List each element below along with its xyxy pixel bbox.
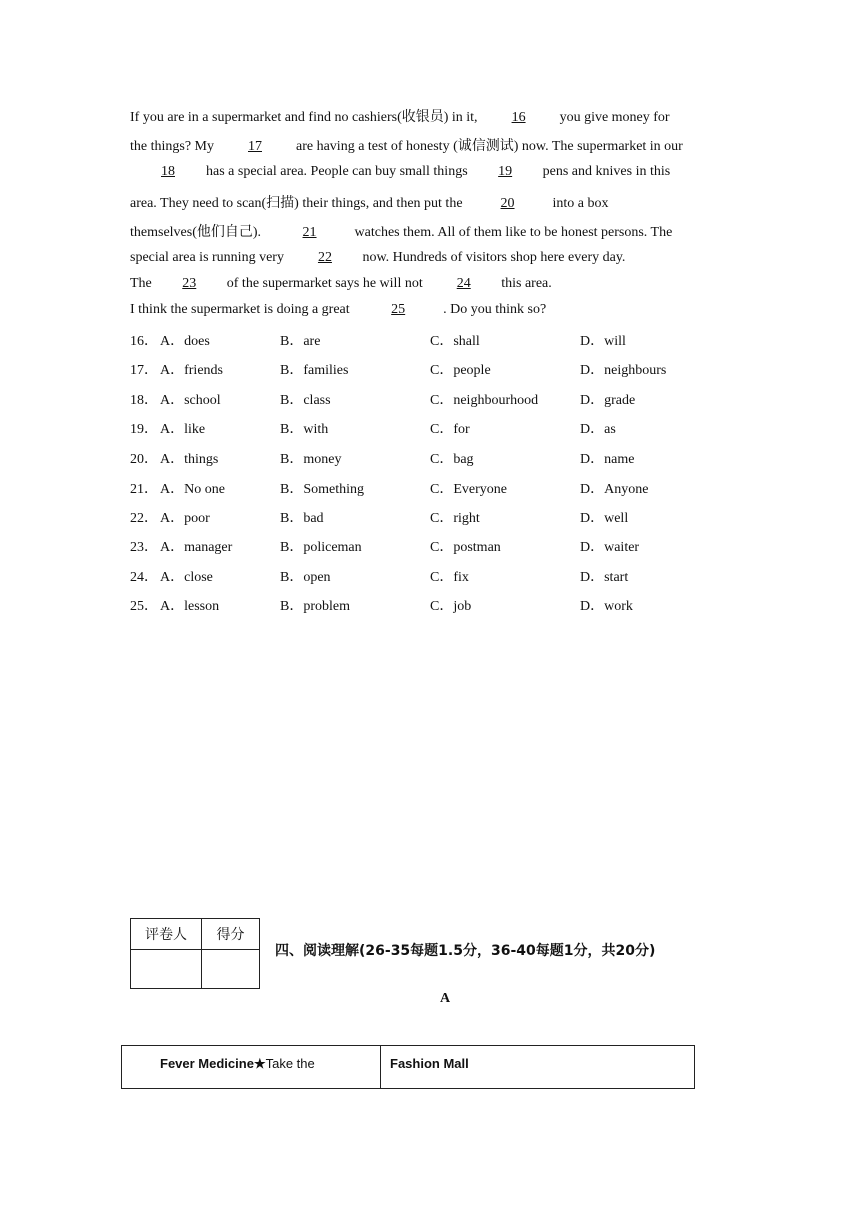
passage-text: I think the supermarket is doing a great	[130, 302, 354, 317]
grader-cell[interactable]	[131, 950, 202, 989]
cell-rest-text: Take the	[265, 1056, 315, 1071]
question-row	[130, 418, 730, 438]
blank-24: 24	[456, 276, 471, 291]
blank-16: 16	[511, 110, 526, 125]
option-c: C．neighbourhood	[430, 393, 539, 408]
passage-line-4	[130, 192, 609, 212]
option-a: A．friends	[160, 363, 223, 378]
question-row	[130, 566, 730, 586]
option-a: A．school	[160, 393, 221, 408]
passage-text: you give money for	[556, 110, 670, 125]
option-a: A．close	[160, 570, 213, 585]
blank-23: 23	[182, 276, 197, 291]
star-icon: ★	[253, 1056, 266, 1071]
option-b: B．money	[280, 452, 342, 467]
passage-text: now. Hundreds of visitors shop here every day.	[362, 250, 626, 265]
option-a: A．things	[160, 452, 219, 467]
option-b: B．are	[280, 334, 321, 349]
option-d: D．well	[580, 511, 629, 526]
table-cell-left	[122, 1046, 381, 1088]
passage-text: this area.	[501, 276, 552, 291]
option-d: D．neighbours	[580, 363, 667, 378]
cell-bold-text: Fever Medicine	[160, 1056, 254, 1071]
question-number: 22．	[130, 511, 158, 526]
option-d: D．name	[580, 452, 635, 467]
option-c: C．shall	[430, 334, 480, 349]
option-a: A．lesson	[160, 599, 220, 614]
question-number: 16．	[130, 334, 158, 349]
passage-text: If you are in a supermarket and find no cashiers(收银员) in it,	[130, 110, 482, 125]
passage-text: watches them. All of them like to be honest persons. The	[354, 225, 673, 240]
option-d: D．Anyone	[580, 482, 649, 497]
grader-score-table	[130, 918, 260, 989]
option-b: B．open	[280, 570, 331, 585]
passage-line-1	[130, 106, 670, 126]
option-c: C．people	[430, 363, 491, 378]
passage-line-8	[130, 302, 546, 318]
question-row	[130, 389, 730, 409]
option-a: A．like	[160, 422, 206, 437]
question-row	[130, 478, 730, 498]
option-b: B．families	[280, 363, 349, 378]
option-d: D．work	[580, 599, 633, 614]
passage-text: special area is running very	[130, 250, 288, 265]
option-d: D．will	[580, 334, 626, 349]
option-b: B．with	[280, 422, 329, 437]
passage-line-5	[130, 221, 672, 241]
part-label: A	[440, 991, 451, 1006]
option-c: C．bag	[430, 452, 474, 467]
question-number: 20．	[130, 452, 158, 467]
passage-text: area. They need to scan(扫描) their things, and then put the	[130, 196, 463, 211]
option-b: B．bad	[280, 511, 324, 526]
blank-19: 19	[498, 164, 513, 179]
option-c: C．for	[430, 422, 470, 437]
question-number: 19．	[130, 422, 158, 437]
reading-table	[121, 1045, 695, 1089]
passage-line-7	[130, 276, 552, 292]
question-number: 24．	[130, 570, 158, 585]
question-number: 25．	[130, 599, 158, 614]
blank-17: 17	[248, 139, 262, 154]
passage-line-6	[130, 250, 625, 266]
option-b: B．class	[280, 393, 331, 408]
grader-header: 评卷人	[131, 919, 202, 950]
section-title: 四、阅读理解(26-35每题1.5分，36-40每题1分，共20分)	[275, 943, 656, 959]
question-row	[130, 595, 730, 615]
passage-text: the things? My	[130, 139, 218, 154]
option-d: D．waiter	[580, 540, 640, 555]
option-d: D．as	[580, 422, 616, 437]
option-a: A．No one	[160, 482, 225, 497]
option-d: D．grade	[580, 393, 636, 408]
passage-text: has a special area. People can buy small things	[206, 164, 468, 179]
passage-text: into a box	[552, 196, 609, 211]
passage-text: are having a test of honesty (诚信测试) now. The supermarket in our	[292, 139, 683, 154]
passage-text: . Do you think so?	[443, 302, 547, 317]
option-a: A．manager	[160, 540, 233, 555]
cell-text	[160, 1056, 315, 1072]
question-number: 18．	[130, 393, 158, 408]
score-cell[interactable]	[202, 950, 260, 989]
option-d: D．start	[580, 570, 629, 585]
question-number: 21．	[130, 482, 158, 497]
blank-25: 25	[391, 302, 406, 317]
blank-22: 22	[317, 250, 332, 265]
question-row	[130, 536, 730, 556]
option-c: C．job	[430, 599, 472, 614]
option-a: A．does	[160, 334, 210, 349]
passage-text: pens and knives in this	[542, 164, 671, 179]
question-number: 17．	[130, 363, 158, 378]
question-row	[130, 507, 730, 527]
option-b: B．problem	[280, 599, 350, 614]
passage-text: The	[130, 276, 152, 291]
option-c: C．postman	[430, 540, 501, 555]
option-b: B．policeman	[280, 540, 362, 555]
question-row	[130, 359, 730, 379]
option-c: C．fix	[430, 570, 469, 585]
passage-text: of the supermarket says he will not	[226, 276, 427, 291]
question-row	[130, 448, 730, 468]
option-b: B．Something	[280, 482, 365, 497]
option-c: C．Everyone	[430, 482, 507, 497]
passage-line-2	[130, 135, 683, 155]
passage-text: themselves(他们自己).	[130, 225, 265, 240]
question-number: 23．	[130, 540, 158, 555]
score-header: 得分	[202, 919, 260, 950]
cell-text: Fashion Mall	[390, 1056, 469, 1071]
question-row	[130, 330, 730, 350]
blank-20: 20	[500, 196, 515, 211]
passage-line-3	[130, 164, 670, 180]
blank-21: 21	[302, 225, 317, 240]
option-c: C．right	[430, 511, 480, 526]
blank-18: 18	[161, 164, 175, 179]
option-a: A．poor	[160, 511, 210, 526]
